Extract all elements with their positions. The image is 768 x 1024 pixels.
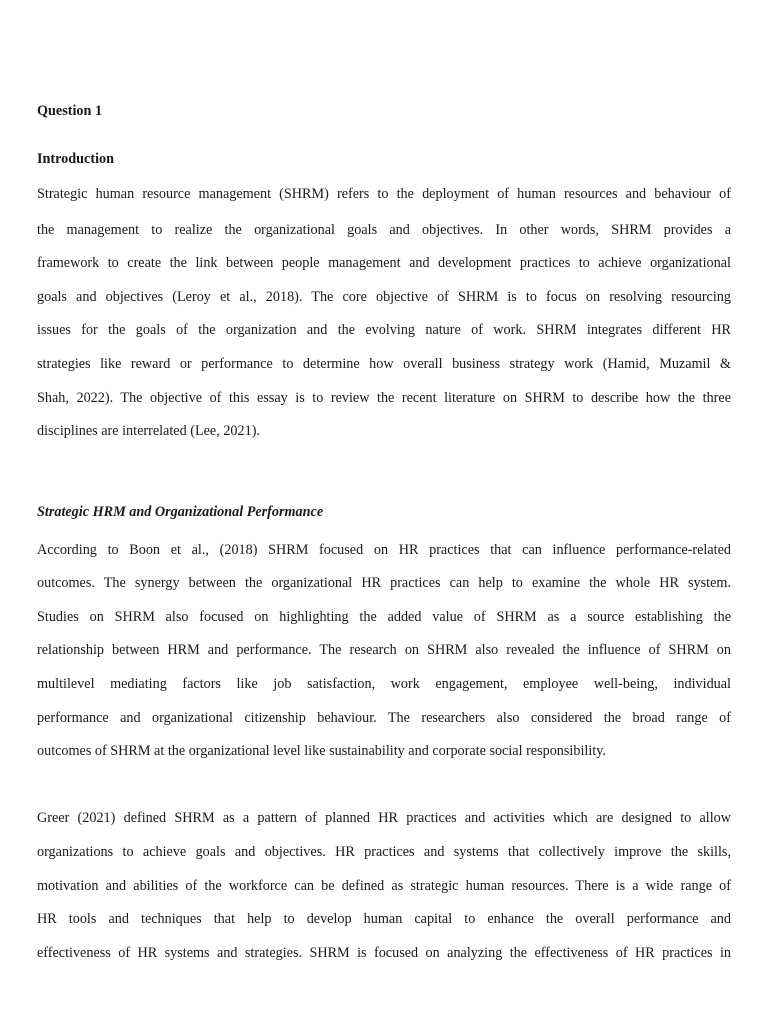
paragraph-line: Strategic human resource management (SHRM) refers to the deployment of human resources and behaviour of <box>37 186 731 202</box>
paragraph-line: effectiveness of HR systems and strategies. SHRM is focused on analyzing the effectiveness of HR practices in <box>37 945 731 961</box>
paragraph-line: relationship between HRM and performance. The research on SHRM also revealed the influence of SHRM on <box>37 642 731 658</box>
paragraph-line: disciplines are interrelated (Lee, 2021). <box>37 423 260 439</box>
question-heading: Question 1 <box>37 103 103 119</box>
paragraph-line: Shah, 2022). The objective of this essay is to review the recent literature on SHRM to describe how the three <box>37 390 731 406</box>
paragraph-line: HR tools and techniques that help to develop human capital to enhance the overall performance and <box>37 911 731 927</box>
paragraph-line: strategies like reward or performance to determine how overall business strategy work (Hamid, Muzamil & <box>37 356 731 372</box>
paragraph-line: the management to realize the organizational goals and objectives. In other words, SHRM provides a <box>37 222 731 238</box>
paragraph-line: organizations to achieve goals and objectives. HR practices and systems that collectively improve the skills, <box>37 844 731 860</box>
paragraph-line: Studies on SHRM also focused on highlighting the added value of SHRM as a source establishing the <box>37 609 731 625</box>
paragraph-line: performance and organizational citizenship behaviour. The researchers also considered the broad range of <box>37 710 731 726</box>
paragraph-line: Greer (2021) defined SHRM as a pattern of planned HR practices and activities which are designed to allow <box>37 810 731 826</box>
paragraph-line: outcomes of SHRM at the organizational level like sustainability and corporate social responsibility. <box>37 743 606 759</box>
intro-heading: Introduction <box>37 151 114 167</box>
paragraph-line: According to Boon et al., (2018) SHRM focused on HR practices that can influence performance-related <box>37 542 731 558</box>
paragraph-line: outcomes. The synergy between the organizational HR practices can help to examine the whole HR system. <box>37 575 731 591</box>
paragraph-line: issues for the goals of the organization and the evolving nature of work. SHRM integrates different HR <box>37 322 731 338</box>
paragraph-line: motivation and abilities of the workforce can be defined as strategic human resources. There is a wide range of <box>37 878 731 894</box>
section-heading: Strategic HRM and Organizational Performance <box>37 504 324 520</box>
paragraph-line: goals and objectives (Leroy et al., 2018). The core objective of SHRM is to focus on resolving resourcing <box>37 289 731 305</box>
paragraph-line: framework to create the link between people management and development practices to achieve organizational <box>37 255 731 271</box>
paragraph-line: multilevel mediating factors like job satisfaction, work engagement, employee well-being, individual <box>37 676 731 692</box>
